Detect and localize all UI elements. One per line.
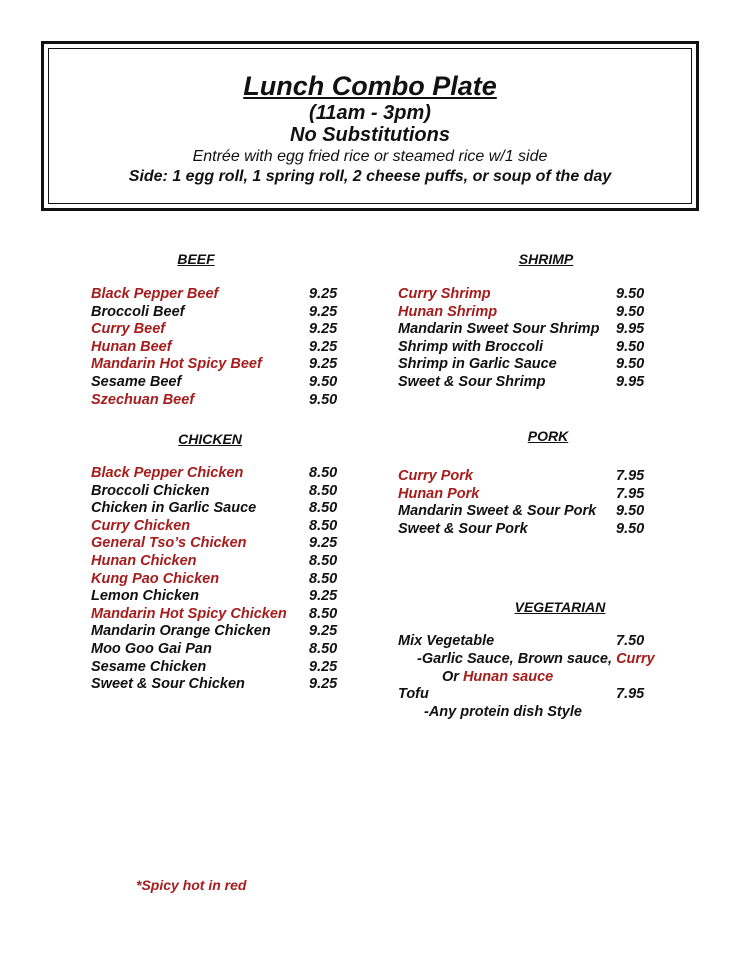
menu-title: Lunch Combo Plate <box>243 71 497 101</box>
pork-heading: PORK <box>527 428 569 444</box>
tofu-price: 7.95 <box>616 686 645 702</box>
menu-item-price: 9.25 <box>309 658 338 675</box>
menu-item-price: 9.50 <box>309 374 338 390</box>
menu-item-name: Mandarin Sweet & Sour Pork <box>398 503 597 520</box>
beef-heading: BEEF <box>177 251 215 267</box>
menu-item-name: Chicken in Garlic Sauce <box>91 500 257 517</box>
menu-item-price: 8.50 <box>309 465 338 481</box>
menu-item-price: 9.50 <box>616 356 645 373</box>
menu-item-name: Shrimp with Broccoli <box>398 338 544 355</box>
menu-item-price: 8.50 <box>309 482 338 499</box>
tofu-note: -Any protein dish Style <box>424 704 582 720</box>
menu-item-price: 9.50 <box>616 303 645 320</box>
menu-item-price: 9.25 <box>309 623 338 640</box>
menu-item-name: Hunan Chicken <box>91 553 197 569</box>
menu-item-price: 9.95 <box>616 374 645 390</box>
menu-item-price: 9.50 <box>309 391 338 408</box>
shrimp-heading: SHRIMP <box>518 251 574 267</box>
menu-item-price: 9.25 <box>309 321 338 338</box>
or-text: Or <box>442 669 463 685</box>
menu-item-name: Curry Pork <box>398 468 473 484</box>
menu-item-name: Sweet & Sour Chicken <box>91 676 245 693</box>
menu-item-name: Lemon Chicken <box>91 588 199 605</box>
mix-vegetable-name: Mix Vegetable <box>398 633 495 649</box>
menu-item-name: Hunan Pork <box>398 485 480 502</box>
menu-item-price: 9.25 <box>309 356 338 373</box>
menu-item-name: Szechuan Beef <box>91 391 195 408</box>
menu-item-price: 8.50 <box>309 500 338 517</box>
menu-item-price: 9.50 <box>616 338 645 355</box>
hunan-sauce-option: Hunan sauce <box>462 669 554 685</box>
chicken-heading: CHICKEN <box>178 431 242 447</box>
menu-item-name: Black Pepper Chicken <box>91 465 244 481</box>
menu-item-name: Moo Goo Gai Pan <box>91 641 212 657</box>
side-note: Side: 1 egg roll, 1 spring roll, 2 cheese puffs, or soup of the day <box>128 168 612 185</box>
vegetarian-sauce-line-2 <box>442 669 553 687</box>
menu-item-name: Hunan Shrimp <box>398 303 498 320</box>
menu-item-price: 9.25 <box>309 286 338 302</box>
vegetarian-heading: VEGETARIAN <box>514 599 606 615</box>
no-substitutions-note: No Substitutions <box>290 124 450 146</box>
menu-item-name: Broccoli Chicken <box>91 482 210 499</box>
header-box <box>41 41 699 211</box>
menu-item-price: 9.25 <box>309 676 338 693</box>
sauce-options-text: -Garlic Sauce, Brown sauce, <box>417 651 617 667</box>
menu-hours: (11am - 3pm) <box>309 102 431 124</box>
curry-sauce-option: Curry <box>616 651 655 667</box>
menu-item-price: 8.50 <box>309 553 338 569</box>
menu-item-price: 9.25 <box>309 535 338 552</box>
menu-item-name: Shrimp in Garlic Sauce <box>398 356 557 373</box>
menu-item-name: Kung Pao Chicken <box>91 570 220 587</box>
menu-item-name: Sesame Beef <box>91 374 182 390</box>
menu-item-price: 9.25 <box>309 338 338 355</box>
menu-item-name: Black Pepper Beef <box>91 286 219 302</box>
entree-note: Entrée with egg fried rice or steamed rice w/1 side <box>192 148 548 165</box>
menu-item-price: 9.95 <box>616 321 645 338</box>
menu-item-name: Sweet & Sour Shrimp <box>398 374 546 390</box>
menu-item-price: 8.50 <box>309 641 338 657</box>
menu-item-price: 7.95 <box>616 485 645 502</box>
menu-item-price: 8.50 <box>309 570 338 587</box>
menu-item-name: Sweet & Sour Pork <box>398 520 528 537</box>
menu-item-price: 7.95 <box>616 468 645 484</box>
menu-item-name: Mandarin Orange Chicken <box>91 623 271 640</box>
menu-item-name: Curry Chicken <box>91 517 191 534</box>
header-inner-frame <box>48 48 692 204</box>
menu-item-price: 8.50 <box>309 517 338 534</box>
menu-item-name: Hunan Beef <box>91 338 172 355</box>
menu-item-price: 9.50 <box>616 503 645 520</box>
menu-item-name: Mandarin Hot Spicy Chicken <box>91 605 287 622</box>
mix-vegetable-price: 7.50 <box>616 633 645 649</box>
menu-item-name: Curry Shrimp <box>398 286 491 302</box>
vegetarian-sauce-line-1 <box>417 651 655 669</box>
menu-item-name: Curry Beef <box>91 321 166 338</box>
menu-item-price: 9.25 <box>309 303 338 320</box>
menu-item-name: Mandarin Hot Spicy Beef <box>91 356 262 373</box>
menu-item-price: 8.50 <box>309 605 338 622</box>
menu-item-price: 9.50 <box>616 286 645 302</box>
menu-item-name: General Tso’s Chicken <box>91 535 247 552</box>
menu-item-name: Broccoli Beef <box>91 303 185 320</box>
menu-item-price: 9.50 <box>616 520 645 537</box>
tofu-name: Tofu <box>398 686 429 702</box>
spicy-footnote: *Spicy hot in red <box>136 877 247 893</box>
menu-item-price: 9.25 <box>309 588 338 605</box>
menu-item-name: Mandarin Sweet Sour Shrimp <box>398 321 600 338</box>
menu-item-name: Sesame Chicken <box>91 658 207 675</box>
